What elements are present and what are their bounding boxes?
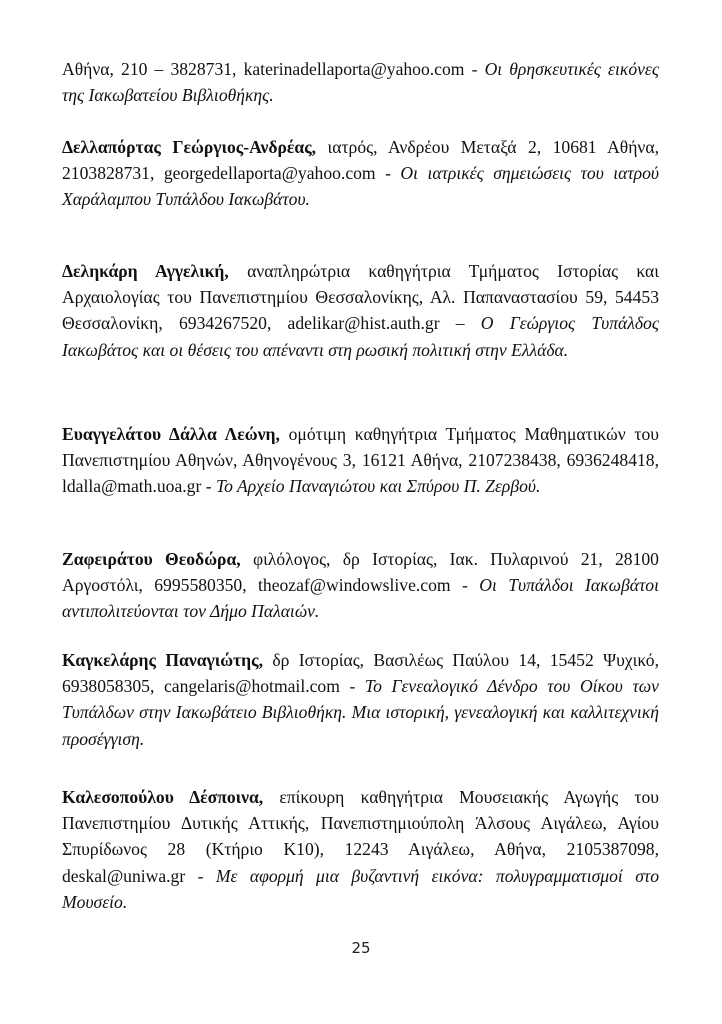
entry-name: Ζαφειράτου Θεοδώρα, bbox=[62, 549, 241, 569]
entry-name: Καγκελάρης Παναγιώτης, bbox=[62, 650, 263, 670]
page-number: 25 bbox=[351, 939, 371, 957]
entry-details: αναπληρώτρια καθηγήτρια Τμήματος Ιστορίας και Αρχαιολογίας του Πανεπιστημίου Θεσσαλονίκης, Αλ. Παπαναστασίου 59, 54453 Θεσσαλονίκη, 6934267520, adelikar@hist.auth.gr – bbox=[62, 261, 659, 334]
contributor-entry bbox=[62, 421, 659, 500]
entry-details: επίκουρη καθηγήτρια Μουσειακής Αγωγής του Πανεπιστημίου Δυτικής Αττικής, Πανεπιστημιούπολη Άλσους Αιγάλεω, Αγίου Σπυρίδωνος 28 (Κτήριο Κ10), 12243 Αιγάλεω, Αθήνα, 2105387098, deskal@uniwa.gr - bbox=[62, 787, 659, 886]
entry-paper-title: Ο Γεώργιος Τυπάλδος Ιακωβάτος και οι θέσεις του απέναντι στη ρωσική πολιτική στην Ελλάδα. bbox=[62, 313, 659, 360]
entry-paper-title: Οι θρησκευτικές εικόνες της Ιακωβατείου Βιβλιοθήκης. bbox=[62, 59, 659, 106]
entry-name: Καλεσοπούλου Δέσποινα, bbox=[62, 787, 264, 807]
entry-paper-title: Το Αρχείο Παναγιώτου και Σπύρου Π. Ζερβού. bbox=[215, 476, 541, 497]
contributor-entry bbox=[62, 784, 659, 915]
contributor-entry bbox=[62, 546, 659, 625]
entry-details: δρ Ιστορίας, Βασιλέως Παύλου 14, 15452 Ψυχικό, 6938058305, cangelaris@hotmail.com - bbox=[62, 650, 660, 697]
entry-details: ομότιμη καθηγήτρια Τμήματος Μαθηματικών του Πανεπιστημίου Αθηνών, Αθηνογένους 3, 16121 Αθήνα, 2107238438, 6936248418, ldalla@math.uoa.gr - bbox=[62, 424, 659, 497]
entry-paper-title: Οι Τυπάλδοι Ιακωβάτοι αντιπολιτεύονται τον Δήμο Παλαιών. bbox=[62, 575, 659, 622]
entry-name: Δεληκάρη Αγγελική, bbox=[62, 261, 229, 281]
entry-details: ιατρός, Ανδρέου Μεταξά 2, 10681 Αθήνα, 2103828731, georgedellaporta@yahoo.com - bbox=[62, 137, 660, 184]
entry-name: Δελλαπόρτας Γεώργιος-Ανδρέας, bbox=[62, 137, 317, 157]
entry-name: Ευαγγελάτου Δάλλα Λεώνη, bbox=[62, 424, 280, 444]
contributor-entry-continued bbox=[62, 56, 659, 108]
contributor-entry bbox=[62, 647, 659, 752]
entry-paper-title: Οι ιατρικές σημειώσεις του ιατρού Χαράλαμπου Τυπάλδου Ιακωβάτου. bbox=[62, 163, 659, 210]
contributor-entry bbox=[62, 134, 659, 213]
entry-details: Αθήνα, 210 – 3828731, katerinadellaporta@yahoo.com - bbox=[62, 59, 485, 79]
contributor-entry bbox=[62, 258, 659, 363]
entry-paper-title: Με αφορμή μια βυζαντινή εικόνα: πολυγραμματισμοί στο Μουσείο. bbox=[62, 865, 659, 912]
entry-paper-title: Το Γενεαλογικό Δένδρο του Οίκου των Τυπάλδων στην Ιακωβάτειο Βιβλιοθήκη. Μια ιστορική, γενεαλογική και καλλιτεχνική προσέγγιση. bbox=[62, 676, 659, 749]
entry-details: φιλόλογος, δρ Ιστορίας, Ιακ. Πυλαρινού 21, 28100 Αργοστόλι, 6995580350, theozaf@windowslive.com - bbox=[62, 549, 659, 596]
